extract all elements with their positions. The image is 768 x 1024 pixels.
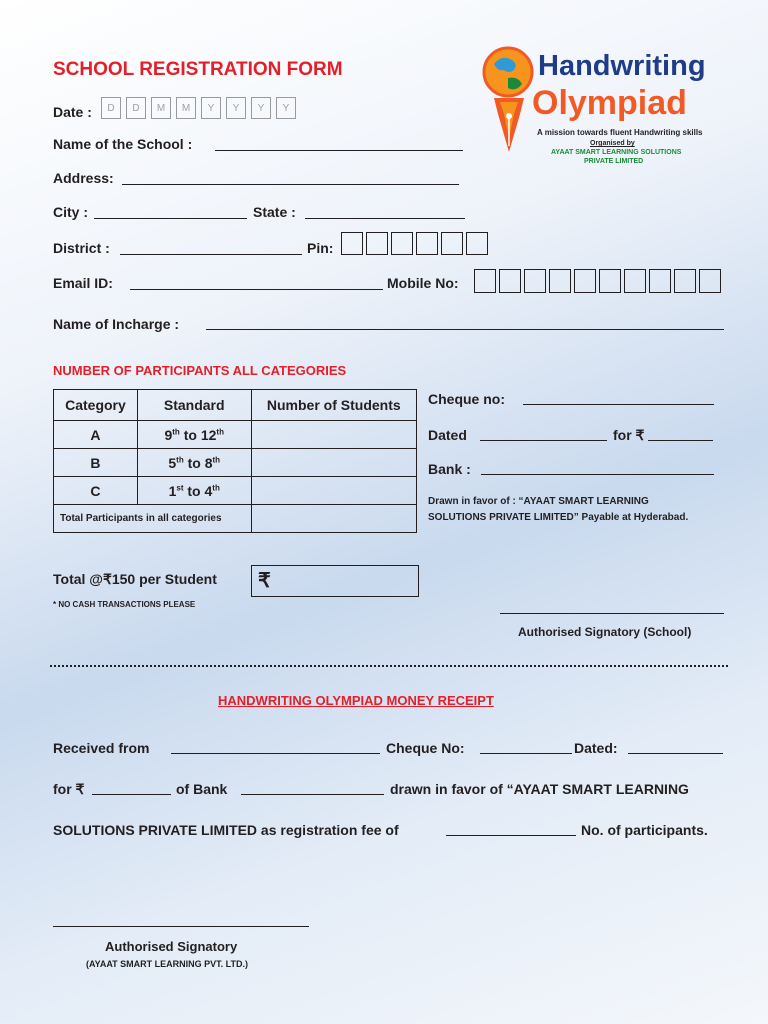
globe-pen-icon <box>480 42 540 172</box>
logo-line2: Olympiad <box>532 84 687 122</box>
students-input-cell[interactable] <box>251 449 416 477</box>
cheque-no-field[interactable] <box>523 404 714 405</box>
dated-field[interactable] <box>480 440 607 441</box>
receipt-drawn-label: drawn in favor of “AYAAT SMART LEARNING <box>390 781 689 797</box>
address-field[interactable] <box>122 184 459 185</box>
dated-label: Dated <box>428 427 467 443</box>
total-amount-field[interactable] <box>251 565 419 597</box>
standard-cell: 1st to 4th <box>137 477 251 505</box>
logo-tagline: A mission towards fluent Handwriting skills <box>537 128 703 137</box>
total-participants-cell[interactable] <box>251 505 416 533</box>
logo-org-line1: AYAAT SMART LEARNING SOLUTIONS <box>551 149 682 156</box>
pin-digit-box[interactable] <box>441 232 463 255</box>
participants-heading: NUMBER OF PARTICIPANTS ALL CATEGORIES <box>53 363 347 378</box>
table-row <box>54 477 417 505</box>
participants-table <box>53 389 417 533</box>
state-label: State : <box>253 204 296 220</box>
category-cell: B <box>54 449 138 477</box>
city-label: City : <box>53 204 88 220</box>
receipt-participants-label: No. of participants. <box>581 822 708 838</box>
drawn-in-favor-line1: Drawn in favor of : “AYAAT SMART LEARNING <box>428 496 649 507</box>
total-price-label: Total @₹150 per Student <box>53 571 217 587</box>
state-field[interactable] <box>305 218 465 219</box>
date-digit-box[interactable]: D <box>101 97 121 119</box>
pin-digit-box[interactable] <box>466 232 488 255</box>
table-row <box>54 421 417 449</box>
mobile-digit-box[interactable] <box>674 269 696 293</box>
standard-cell: 5th to 8th <box>137 449 251 477</box>
for-amount-field[interactable] <box>648 440 713 441</box>
form-title: SCHOOL REGISTRATION FORM <box>53 59 343 80</box>
receipt-bank-field[interactable] <box>241 794 384 795</box>
receipt-solutions-label: SOLUTIONS PRIVATE LIMITED as registration fee of <box>53 822 399 838</box>
table-header-row <box>54 390 417 421</box>
email-label: Email ID: <box>53 275 113 291</box>
pin-digit-box[interactable] <box>341 232 363 255</box>
date-digit-box[interactable]: Y <box>226 97 246 119</box>
no-cash-note: * NO CASH TRANSACTIONS PLEASE <box>53 600 196 609</box>
date-digit-box[interactable]: Y <box>276 97 296 119</box>
logo-organised-by: Organised by <box>590 140 635 147</box>
date-label: Date : <box>53 104 92 120</box>
table-row <box>54 449 417 477</box>
header-category: Category <box>54 390 138 421</box>
school-signature-line[interactable] <box>500 613 724 614</box>
address-label: Address: <box>53 170 114 186</box>
bank-label: Bank : <box>428 461 471 477</box>
pin-digit-box[interactable] <box>366 232 388 255</box>
mobile-digit-box[interactable] <box>549 269 571 293</box>
school-name-field[interactable] <box>215 150 463 151</box>
pin-digit-box[interactable] <box>391 232 413 255</box>
receipt-signatory-label: Authorised Signatory <box>105 939 238 954</box>
mobile-digit-box[interactable] <box>574 269 596 293</box>
mobile-digit-box[interactable] <box>624 269 646 293</box>
date-digit-box[interactable]: D <box>126 97 146 119</box>
standard-cell: 9th to 12th <box>137 421 251 449</box>
receipt-cheque-no-field[interactable] <box>480 753 572 754</box>
incharge-field[interactable] <box>206 329 724 330</box>
drawn-in-favor-line2: SOLUTIONS PRIVATE LIMITED” Payable at Hyderabad. <box>428 512 689 523</box>
cheque-no-label: Cheque no: <box>428 391 505 407</box>
received-from-label: Received from <box>53 740 150 756</box>
mobile-digit-box[interactable] <box>499 269 521 293</box>
date-digit-box[interactable]: M <box>151 97 171 119</box>
receipt-heading: HANDWRITING OLYMPIAD MONEY RECEIPT <box>218 693 494 708</box>
receipt-of-bank-label: of Bank <box>176 781 228 797</box>
bank-field[interactable] <box>481 474 714 475</box>
receipt-participants-field[interactable] <box>446 835 576 836</box>
mobile-label: Mobile No: <box>387 275 459 291</box>
receipt-signature-line[interactable] <box>53 926 309 927</box>
category-cell: A <box>54 421 138 449</box>
date-digit-box[interactable]: Y <box>251 97 271 119</box>
mobile-digit-box[interactable] <box>599 269 621 293</box>
district-label: District : <box>53 240 110 256</box>
school-signatory-label: Authorised Signatory (School) <box>518 625 692 639</box>
for-amount-label: for ₹ <box>613 427 645 443</box>
pin-digit-box[interactable] <box>416 232 438 255</box>
logo-org-line2: PRIVATE LIMITED <box>584 158 644 165</box>
header-standard: Standard <box>137 390 251 421</box>
olympiad-logo <box>480 42 730 172</box>
receipt-signatory-org: (AYAAT SMART LEARNING PVT. LTD.) <box>86 959 249 969</box>
school-name-label: Name of the School : <box>53 136 193 152</box>
header-number-of-students: Number of Students <box>251 390 416 421</box>
students-input-cell[interactable] <box>251 421 416 449</box>
mobile-digit-box[interactable] <box>474 269 496 293</box>
cut-line-divider <box>50 665 728 667</box>
incharge-label: Name of Incharge : <box>53 316 180 332</box>
table-total-row <box>54 505 417 533</box>
date-digit-box[interactable]: M <box>176 97 196 119</box>
received-from-field[interactable] <box>171 753 380 754</box>
mobile-digit-box[interactable] <box>524 269 546 293</box>
email-field[interactable] <box>130 289 383 290</box>
receipt-cheque-no-label: Cheque No: <box>386 740 465 756</box>
district-field[interactable] <box>120 254 302 255</box>
total-participants-label: Total Participants in all categories <box>54 505 252 533</box>
category-cell: C <box>54 477 138 505</box>
receipt-amount-field[interactable] <box>92 794 171 795</box>
logo-line1: Handwriting <box>538 50 706 82</box>
receipt-dated-label: Dated: <box>574 740 618 756</box>
pin-label: Pin: <box>307 240 334 256</box>
receipt-for-label: for ₹ <box>53 781 85 797</box>
receipt-dated-field[interactable] <box>628 753 723 754</box>
mobile-digit-box[interactable] <box>649 269 671 293</box>
mobile-digit-box[interactable] <box>699 269 721 293</box>
date-digit-box[interactable]: Y <box>201 97 221 119</box>
students-input-cell[interactable] <box>251 477 416 505</box>
rupee-icon: ₹ <box>258 570 271 592</box>
city-field[interactable] <box>94 218 247 219</box>
